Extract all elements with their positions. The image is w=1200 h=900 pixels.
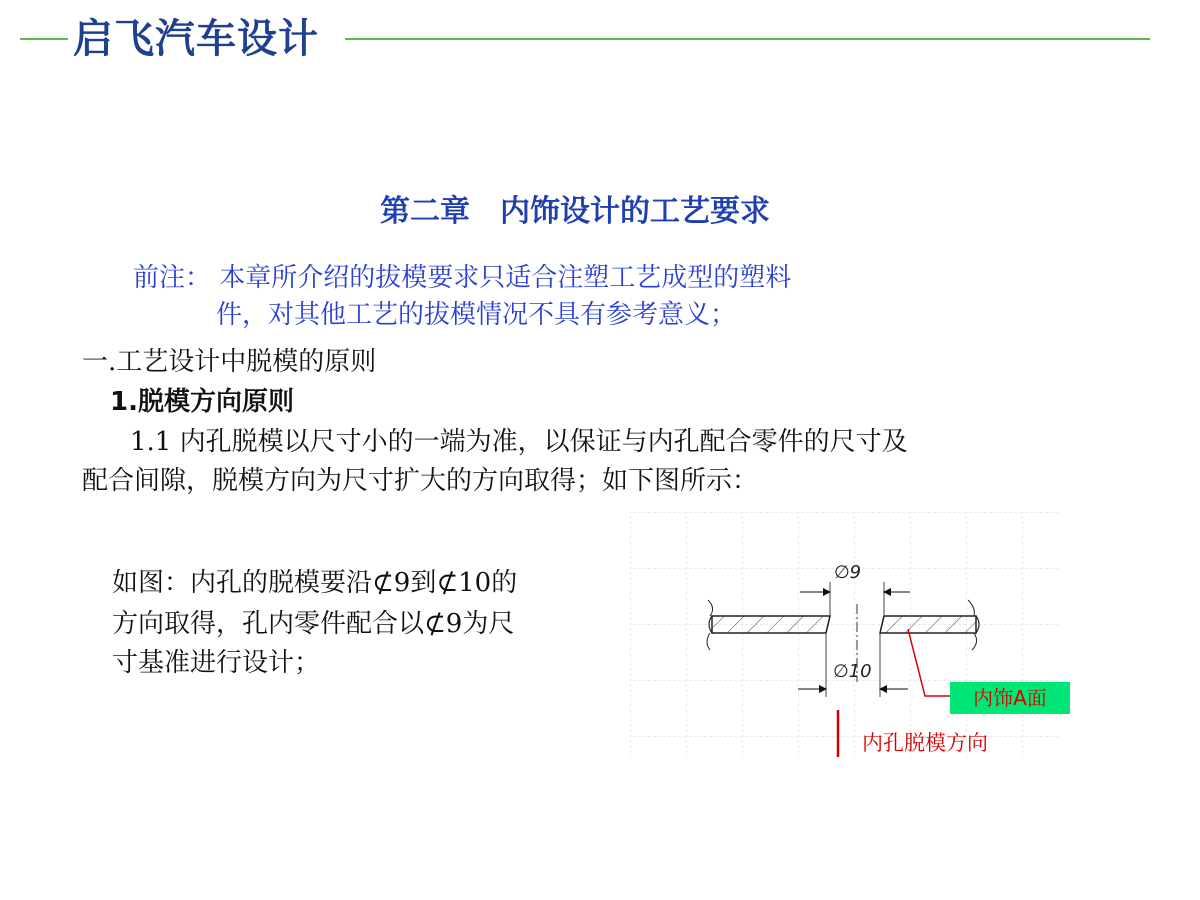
demold-direction-label: 内孔脱模方向 (862, 731, 988, 755)
draft-direction-diagram (630, 512, 1060, 757)
note-line-1: 前注： 本章所介绍的拔模要求只适合注塑工艺成型的塑料 (133, 263, 792, 293)
surface-a-label: 内饰A面 (950, 682, 1070, 714)
paragraph-line-2: 配合间隙，脱模方向为尺寸扩大的方向取得；如下图所示： (82, 466, 759, 496)
header-line-right (345, 38, 1150, 40)
chapter-title: 第二章 内饰设计的工艺要求 (380, 194, 770, 229)
company-logo: 启飞汽车设计 (73, 16, 319, 62)
header-line-left (20, 38, 68, 40)
note-line-2: 件，对其他工艺的拔模情况不具有参考意义； (216, 300, 737, 330)
paragraph-line-1: 1.1 内孔脱模以尺寸小的一端为准，以保证与内孔配合零件的尺寸及 (130, 427, 908, 457)
dim-label-top: ∅9 (834, 562, 862, 583)
subsection-heading: 1.脱模方向原则 (110, 387, 294, 417)
figure-text-line-1: 如图：内孔的脱模要沿⊄9到⊄10的 (112, 568, 518, 598)
figure-text-line-2: 方向取得，孔内零件配合以⊄9为尺 (112, 609, 515, 639)
diagram-grid (630, 512, 1060, 757)
figure-text-line-3: 寸基准进行设计； (112, 648, 321, 678)
section-heading: 一.工艺设计中脱模的原则 (82, 347, 377, 377)
dim-label-bottom: ∅10 (833, 661, 872, 682)
